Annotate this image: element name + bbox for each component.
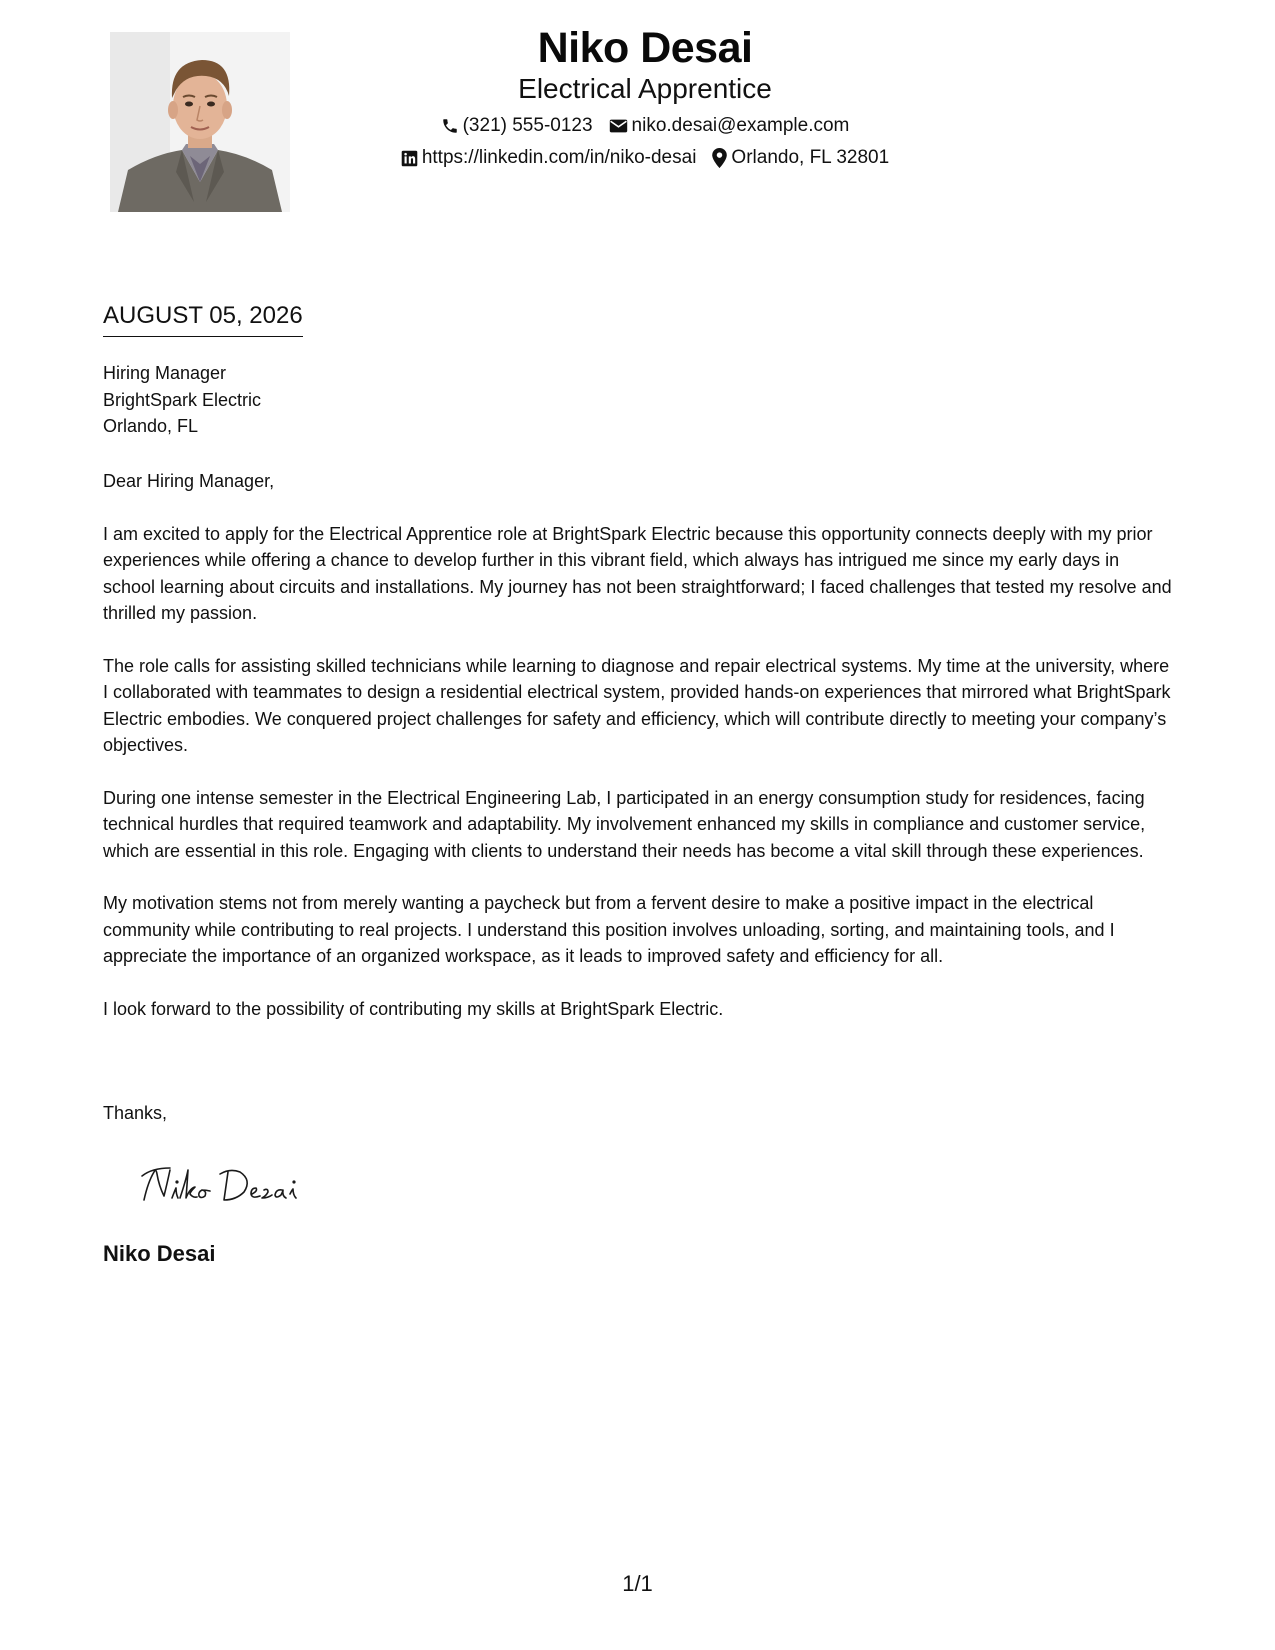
body-paragraph: The role calls for assisting skilled technicians while learning to diagnose and repair electrical systems. My time at the university, where I collaborated with teammates to design a residential electrical system, provided hands-on experiences that mirrored what BrightSpark Electric embodies. We conquered project challenges for safety and efficiency, which will contribute directly to meeting your company’s objectives. bbox=[103, 655, 1171, 755]
map-pin-icon bbox=[712, 148, 727, 168]
body-paragraph: My motivation stems not from merely wanting a paycheck but from a fervent desire to make a positive impact in the electrical community while contributing to real projects. I understand this position involves unloading, sorting, and maintaining tools, and I appreciate the importance of an organized workspace, as it leads to improved safety and efficiency for all. bbox=[103, 893, 1115, 966]
recipient-line: BrightSpark Electric bbox=[103, 389, 262, 410]
contact-row-1 bbox=[300, 114, 990, 138]
email-contact[interactable] bbox=[609, 114, 850, 138]
recipient-address bbox=[103, 360, 261, 440]
recipient-line: Orlando, FL bbox=[103, 416, 199, 436]
profile-photo bbox=[110, 32, 290, 212]
contact-row-2 bbox=[300, 146, 990, 170]
recipient-line: Hiring Manager bbox=[103, 363, 227, 383]
linkedin-icon bbox=[401, 150, 418, 167]
job-title: Electrical Apprentice bbox=[518, 73, 772, 104]
letter-date-block bbox=[103, 300, 303, 337]
resume-header bbox=[300, 22, 990, 170]
email-address: niko.desai@example.com bbox=[631, 115, 850, 136]
applicant-name: Niko Desai bbox=[537, 24, 753, 72]
body-paragraph: I look forward to the possibility of contributing my skills at BrightSpark Electric. bbox=[103, 998, 724, 1019]
phone-number: (321) 555-0123 bbox=[462, 115, 593, 136]
letter-date: AUGUST 05, 2026 bbox=[103, 300, 303, 337]
salutation: Dear Hiring Manager, bbox=[103, 471, 275, 491]
phone-icon bbox=[441, 117, 459, 135]
phone-contact[interactable] bbox=[441, 114, 593, 138]
envelope-icon bbox=[609, 118, 628, 134]
location-text: Orlando, FL 32801 bbox=[731, 147, 890, 168]
letter-body bbox=[103, 468, 1173, 1048]
body-paragraph: During one intense semester in the Electrical Engineering Lab, I participated in an energy consumption study for residences, facing technical hurdles that required teamwork and adaptability. My involvement enhanced my skills in compliance and customer service, which are essential in this role. Engaging with clients to understand their needs has become a vital skill through these experiences. bbox=[103, 787, 1146, 861]
body-paragraph: I am excited to apply for the Electrical Apprentice role at BrightSpark Electric because this opportunity connects deeply with my prior experiences while offering a chance to develop further in this vibrant field, which always has intrigued me since my early days in school learning about circuits and installations. My journey has not been straightforward; I faced challenges that tested my resolve and thrilled my passion. bbox=[103, 523, 1172, 623]
linkedin-url: https://linkedin.com/in/niko-desai bbox=[421, 147, 697, 168]
handwritten-signature bbox=[140, 1160, 330, 1210]
location-contact bbox=[712, 146, 889, 170]
page-number: 1/1 bbox=[622, 1571, 653, 1596]
linkedin-contact[interactable] bbox=[401, 146, 697, 170]
signer-name: Niko Desai bbox=[103, 1241, 216, 1266]
closing-line: Thanks, bbox=[103, 1103, 168, 1123]
